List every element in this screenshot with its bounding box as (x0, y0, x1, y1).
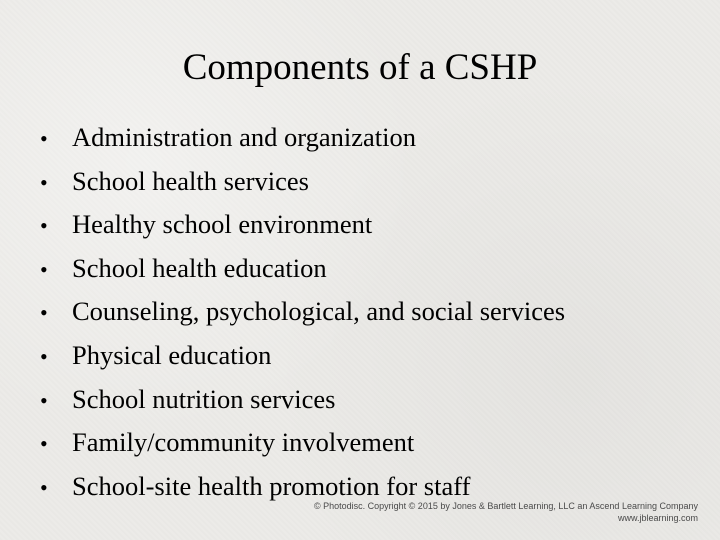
bullet-icon: • (40, 300, 48, 326)
website-text: www.jblearning.com (617, 513, 698, 523)
bullet-icon: • (40, 343, 48, 369)
list-item-text: School-site health promotion for staff (72, 470, 471, 501)
list-item-text: School health services (72, 165, 309, 196)
list-item (40, 378, 565, 422)
bullet-icon: • (40, 431, 48, 457)
list-item (40, 203, 565, 247)
list-item (40, 247, 565, 291)
list-item-text: Administration and organization (72, 122, 416, 152)
slide-title: Components of a CSHP (182, 47, 538, 88)
copyright-footer (314, 500, 698, 524)
list-item (40, 290, 565, 334)
bullet-icon: • (40, 387, 48, 413)
list-item-text: Physical education (72, 339, 272, 370)
bullet-icon: • (40, 213, 48, 239)
bullet-icon: • (40, 256, 48, 282)
list-item (40, 160, 565, 204)
list-item-text: School nutrition services (72, 383, 336, 414)
list-item (40, 116, 565, 160)
list-item (40, 421, 565, 465)
list-item-text: Counseling, psychological, and social services (72, 296, 566, 327)
bullet-icon: • (40, 126, 48, 151)
bullet-list (40, 116, 565, 508)
list-item-text: Healthy school environment (72, 209, 373, 240)
bullet-icon: • (40, 169, 48, 195)
list-item (40, 334, 565, 378)
copyright-text: © Photodisc. Copyright © 2015 by Jones & Bartlett Learning, LLC an Ascend Learning Company (314, 501, 698, 511)
list-item-text: School health education (72, 252, 327, 283)
bullet-icon: • (40, 474, 48, 500)
list-item-text: Family/community involvement (72, 427, 415, 458)
